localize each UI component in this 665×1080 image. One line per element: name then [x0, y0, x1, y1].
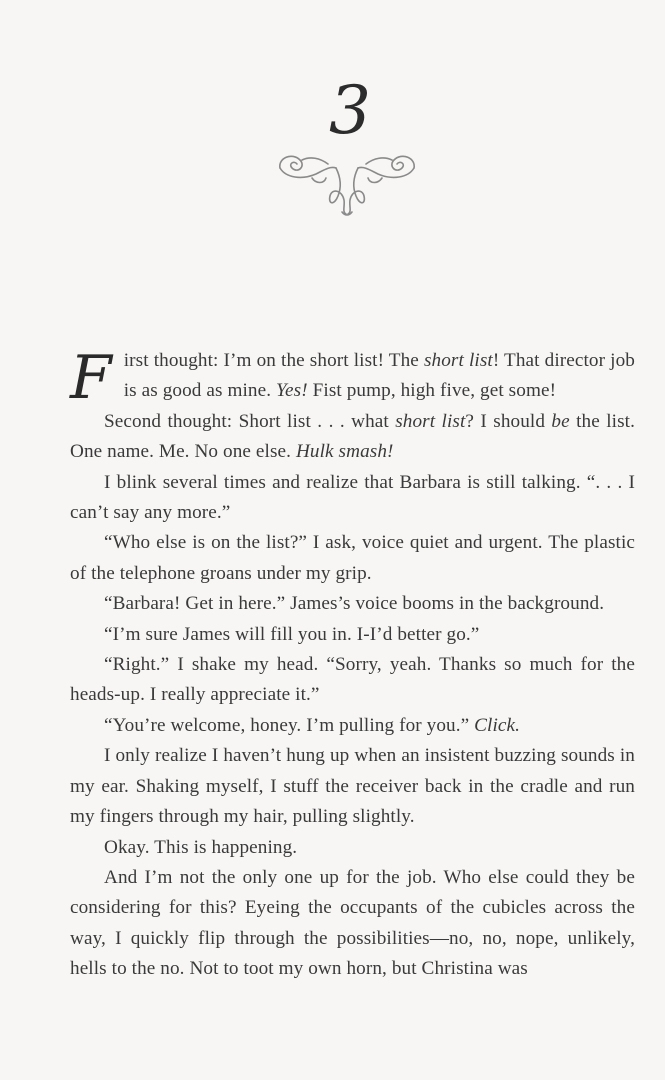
italic-text: Yes!	[276, 380, 308, 402]
italic-text: Hulk smash!	[295, 441, 394, 463]
paragraph	[70, 589, 635, 619]
text-segment: ? I should	[465, 410, 552, 432]
text-segment: ! That director job is as good as mine.	[123, 350, 635, 402]
text-segment: “Who else is on the list?” I ask, voice quiet and urgent. The plastic of the telephone groans under my grip.	[70, 532, 635, 584]
text-segment: And I’m not the only one up for the job. Who else could they be considering for this? Eyeing the occupants of the cubicles across the way, I quickly flip through the possibilities—no, no, nope, unlikely, hells to the no. Not to toot my own horn, but Christina was	[70, 866, 635, 980]
paragraph	[70, 528, 635, 589]
text-segment: Okay. This is happening.	[104, 836, 298, 858]
paragraph	[70, 650, 635, 711]
text-segment: the list. One name. Me. No one else.	[70, 410, 635, 463]
paragraph	[70, 343, 635, 413]
paragraph	[70, 468, 635, 529]
text-segment: “You’re welcome, honey. I’m pulling for you.”	[104, 714, 475, 736]
paragraph	[70, 407, 635, 468]
chapter-number: 3	[329, 72, 371, 149]
paragraph	[70, 711, 635, 741]
flourish-ornament	[272, 146, 422, 220]
paragraph	[70, 833, 635, 863]
paragraph	[70, 741, 635, 832]
chapter-body-text	[70, 343, 635, 985]
text-segment: Fist pump, high five, get some!	[307, 380, 557, 402]
text-segment: “Right.” I shake my head. “Sorry, yeah. Thanks so much for the heads-up. I really appreciate it.”	[70, 654, 635, 706]
italic-text: short list	[423, 350, 493, 371]
drop-cap: F	[70, 343, 112, 413]
paragraph	[70, 863, 635, 985]
paragraph	[70, 620, 635, 650]
text-segment: “I’m sure James will fill you in. I-I’d better go.”	[104, 623, 480, 645]
italic-text: be	[551, 410, 570, 432]
text-segment: I only realize I haven’t hung up when an insistent buzzing sounds in my ear. Shaking myself, I stuff the receiver back in the cradle and run my fingers through my hair, pulling slightly.	[70, 745, 635, 828]
italic-text: Click.	[474, 714, 521, 736]
italic-text: short list	[395, 410, 466, 432]
text-segment: irst thought: I’m on the short list! The	[123, 350, 424, 371]
text-segment: “Barbara! Get in here.” James’s voice booms in the background.	[104, 593, 605, 615]
text-segment: Second thought: Short list . . . what	[104, 410, 396, 432]
text-segment: I blink several times and realize that Barbara is still talking. “. . . I can’t say any more.”	[70, 471, 635, 524]
